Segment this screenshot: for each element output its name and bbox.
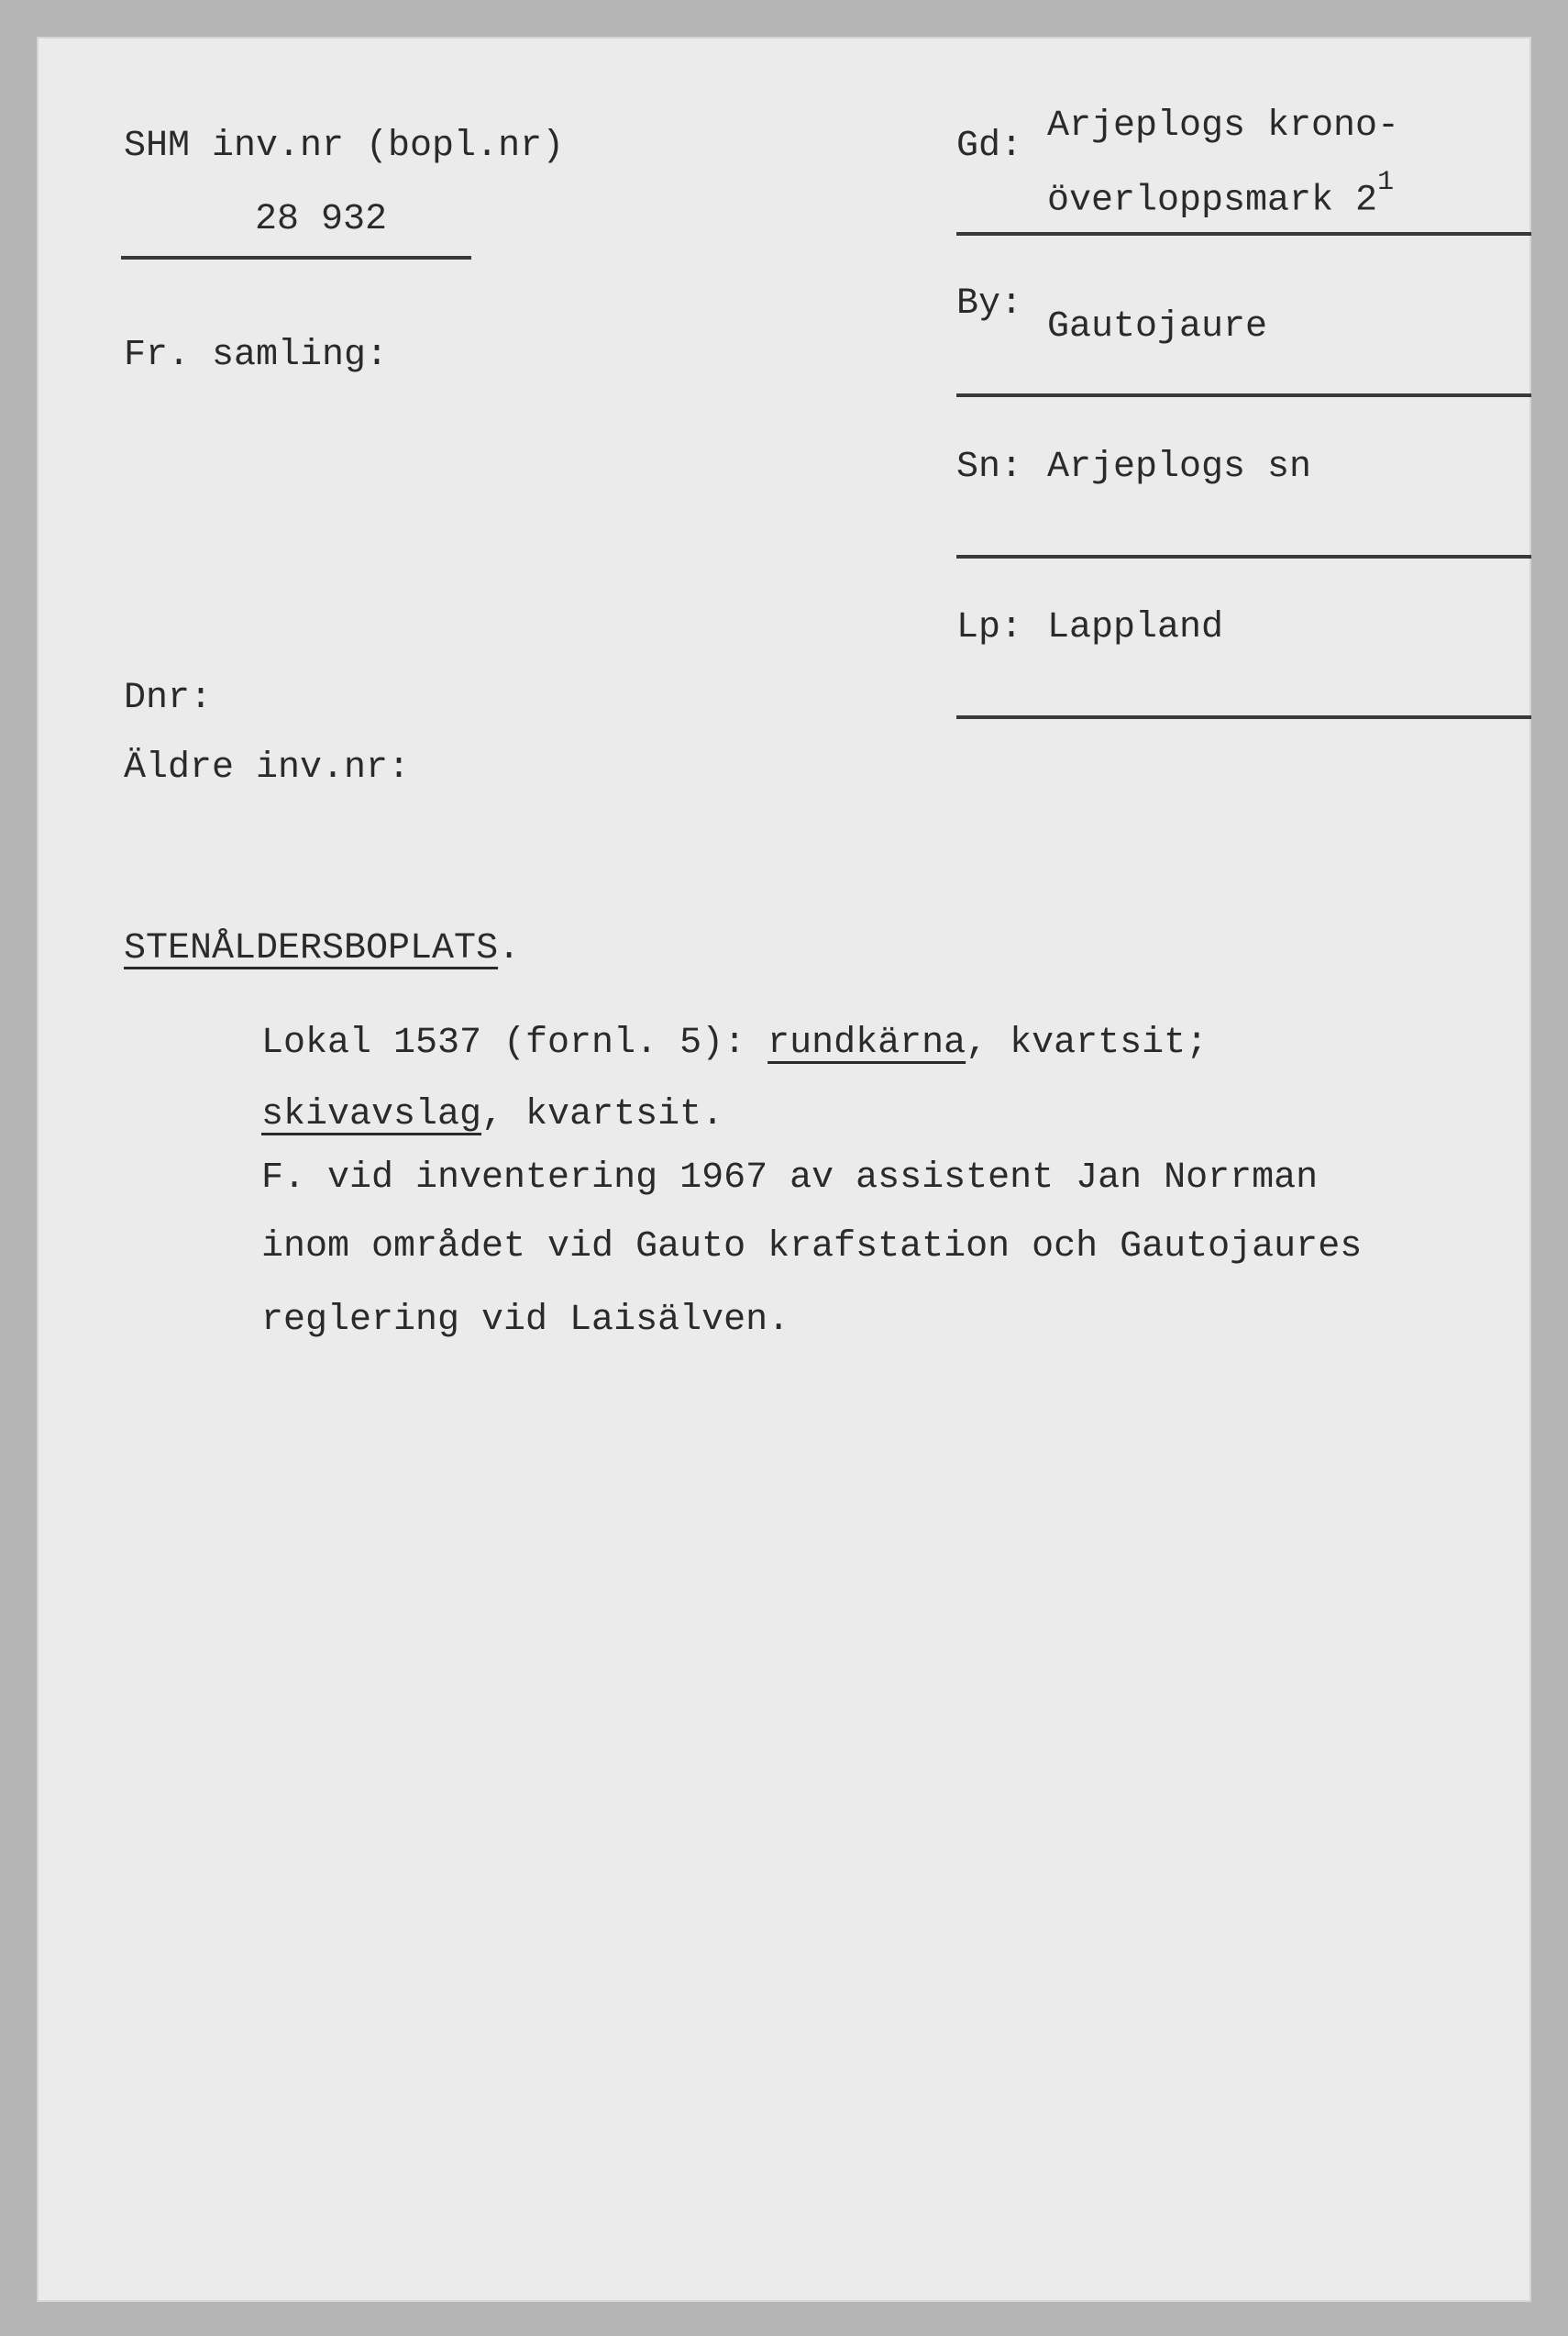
body-line-1-text: Lokal 1537 (fornl. 5): <box>261 1023 768 1064</box>
body-line-1 <box>261 1025 1208 1062</box>
gd-superscript: 1 <box>1377 167 1395 198</box>
section-heading <box>124 928 521 969</box>
lp-label: Lp: <box>956 607 1023 648</box>
body-line-2 <box>261 1094 724 1135</box>
lp-value: Lappland <box>1047 607 1224 648</box>
body-line-2-underlined: skivavslag <box>261 1094 482 1135</box>
section-heading-text: STENÅLDERSBOPLATS <box>124 928 499 969</box>
divider-line <box>956 555 1531 559</box>
body-line-4: inom området vid Gauto krafstation och Gautojaures <box>261 1226 1363 1268</box>
gd-value-line2 <box>1047 167 1395 222</box>
by-value: Gautojaure <box>1047 306 1268 348</box>
inventory-number-label: SHM inv.nr (bopl.nr) <box>124 126 565 167</box>
older-inventory-label: Äldre inv.nr: <box>124 747 411 789</box>
by-label: By: <box>956 283 1023 325</box>
divider-line <box>121 256 471 260</box>
body-line-1-tail: , kvartsit; <box>966 1023 1209 1064</box>
body-line-5: reglering vid Laisälven. <box>261 1300 790 1341</box>
section-heading-suffix: . <box>498 928 521 969</box>
sn-value: Arjeplogs sn <box>1047 447 1312 488</box>
body-line-1-underlined: rundkärna <box>767 1023 966 1064</box>
gd-value-line1: Arjeplogs krono- <box>1047 105 1400 147</box>
collection-label: Fr. samling: <box>124 335 389 376</box>
body-line-2-tail: , kvartsit. <box>481 1094 724 1135</box>
dnr-label: Dnr: <box>124 678 213 719</box>
inventory-number-value: 28 932 <box>255 199 388 240</box>
divider-line <box>956 232 1531 236</box>
gd-label: Gd: <box>956 126 1023 167</box>
body-line-3: F. vid inventering 1967 av assistent Jan Norrman <box>261 1157 1319 1199</box>
divider-line <box>956 393 1531 397</box>
gd-value-text: överloppsmark 2 <box>1047 180 1378 222</box>
sn-label: Sn: <box>956 447 1023 488</box>
divider-line <box>956 715 1531 719</box>
